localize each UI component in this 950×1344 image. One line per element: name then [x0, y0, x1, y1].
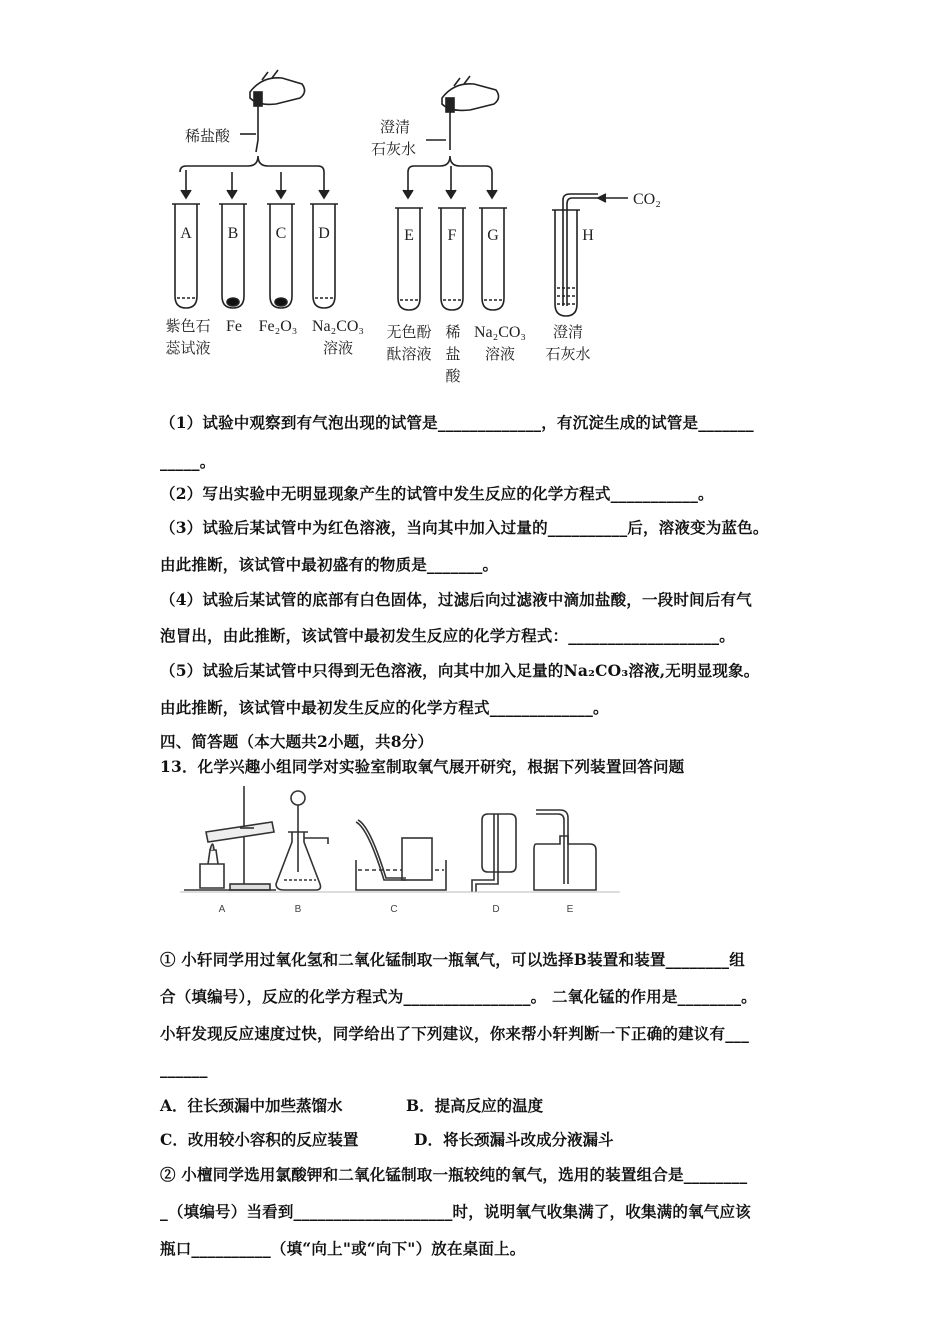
test-tube-H	[552, 194, 598, 316]
tube-content-D: Na₂CO₃	[311, 318, 365, 335]
test-tube-E	[395, 208, 423, 310]
test-tube-A	[172, 204, 200, 308]
test-tube-B	[219, 204, 247, 308]
apparatus-label-C: C	[390, 904, 398, 915]
q3-line1: （3）试验后某试管中为红色溶液，当向其中加入过量的__________后，溶液变为蓝色。	[160, 518, 769, 537]
q1-line1: （1）试验中观察到有气泡出现的试管是_____________，有沉淀生成的试管是_______	[160, 413, 754, 432]
p2-line3: 瓶口__________（填“向上"或“向下"）放在桌面上。	[160, 1239, 526, 1258]
apparatus-D	[472, 814, 516, 892]
test-tube-experiment-figure	[0, 0, 950, 400]
q5-line1: （5）试验后某试管中只得到无色溶液，向其中加入足量的Na₂CO₃溶液,无明显现象。	[160, 661, 760, 680]
tube-letter-D: D	[318, 225, 330, 242]
tube-letter-A: A	[180, 225, 192, 242]
option-D: D．将长颈漏斗改成分液漏斗	[414, 1130, 614, 1149]
oxygen-apparatus-figure	[180, 780, 640, 920]
apparatus-label-A: A	[218, 904, 226, 915]
q2-line: （2）写出实验中无明显现象产生的试管中发生反应的化学方程式___________。	[160, 484, 714, 503]
option-B: B．提高反应的温度	[406, 1096, 544, 1115]
p1-line1: ① 小轩同学用过氧化氢和二氧化锰制取一瓶氧气，可以选择B装置和装置________组	[160, 950, 745, 969]
tube-content-C: Fe₂O₃	[258, 318, 298, 335]
tube-letter-E: E	[404, 227, 414, 244]
tube-content-F: 盐	[445, 345, 461, 363]
tube-content-A: 紫色石	[165, 317, 211, 335]
q3-line2: 由此推断，该试管中最初盛有的物质是_______。	[160, 555, 499, 574]
tube-letter-F: F	[447, 227, 457, 244]
test-tube-C	[267, 204, 295, 308]
apparatus-B	[276, 791, 328, 890]
test-tube-F	[438, 208, 466, 310]
tube-letter-H: H	[582, 227, 594, 244]
tube-content-B: Fe	[226, 318, 242, 335]
tube-content-G: 溶液	[484, 345, 516, 363]
test-tube-D	[310, 204, 338, 308]
dropper2-label-line2: 石灰水	[371, 140, 417, 158]
test-tube-G	[479, 208, 507, 310]
tube-content-D: 溶液	[322, 339, 354, 357]
q5-line2: 由此推断，该试管中最初发生反应的化学方程式_____________。	[160, 698, 609, 717]
q1-line2: _____。	[160, 452, 216, 471]
tube-content-A: 蕊试液	[165, 339, 211, 357]
tube-content-F: 酸	[445, 367, 461, 385]
p2-line1: ② 小檀同学选用氯酸钾和二氧化锰制取一瓶较纯的氧气，选用的装置组合是________	[160, 1165, 748, 1184]
tube-letter-C: C	[275, 225, 287, 242]
dropper1-label: 稀盐酸	[185, 127, 231, 145]
tube-content-G: Na₂CO₃	[473, 324, 527, 341]
apparatus-label-D: D	[492, 904, 500, 915]
apparatus-A	[184, 786, 276, 890]
option-C: C．改用较小容积的反应装置	[160, 1130, 359, 1149]
option-A: A．往长颈漏中加些蒸馏水	[160, 1096, 343, 1115]
p1-line4: ______	[160, 1059, 208, 1078]
q4-line1: （4）试验后某试管的底部有白色固体，过滤后向过滤液中滴加盐酸，一段时间后有气	[160, 590, 752, 609]
tube-content-F: 稀	[445, 323, 461, 341]
q13-stem: 13．化学兴趣小组同学对实验室制取氧气展开研究，根据下列装置回答问题	[160, 757, 685, 776]
p1-line2: 合（填编号），反应的化学方程式为________________。 二氧化锰的作用是________。	[160, 987, 757, 1006]
co2-label: CO₂	[633, 191, 661, 208]
q4-line2: 泡冒出，由此推断，该试管中最初发生反应的化学方程式：___________________。	[160, 626, 735, 645]
dropper2-label-line1: 澄清	[380, 118, 411, 136]
tube-letter-B: B	[227, 225, 239, 242]
apparatus-label-B: B	[294, 904, 302, 915]
tube-content-E: 酞溶液	[386, 345, 432, 363]
tube-content-E: 无色酚	[386, 323, 432, 341]
hand-dropper-icon	[442, 76, 499, 150]
apparatus-E	[534, 810, 596, 890]
apparatus-label-E: E	[566, 904, 574, 915]
tube-content-H: 石灰水	[545, 345, 591, 363]
section4-heading: 四、简答题（本大题共2小题，共8分）	[160, 732, 434, 751]
tube-content-H: 澄清	[552, 323, 584, 341]
p2-line2: _（填编号）当看到____________________时，说明氧气收集满了，收集满的氧气应该	[160, 1202, 751, 1221]
apparatus-C	[356, 820, 446, 890]
tube-letter-G: G	[487, 227, 499, 244]
p1-line3: 小轩发现反应速度过快，同学给出了下列建议，你来帮小轩判断一下正确的建议有___	[160, 1024, 750, 1043]
hand-dropper-icon	[250, 70, 305, 152]
